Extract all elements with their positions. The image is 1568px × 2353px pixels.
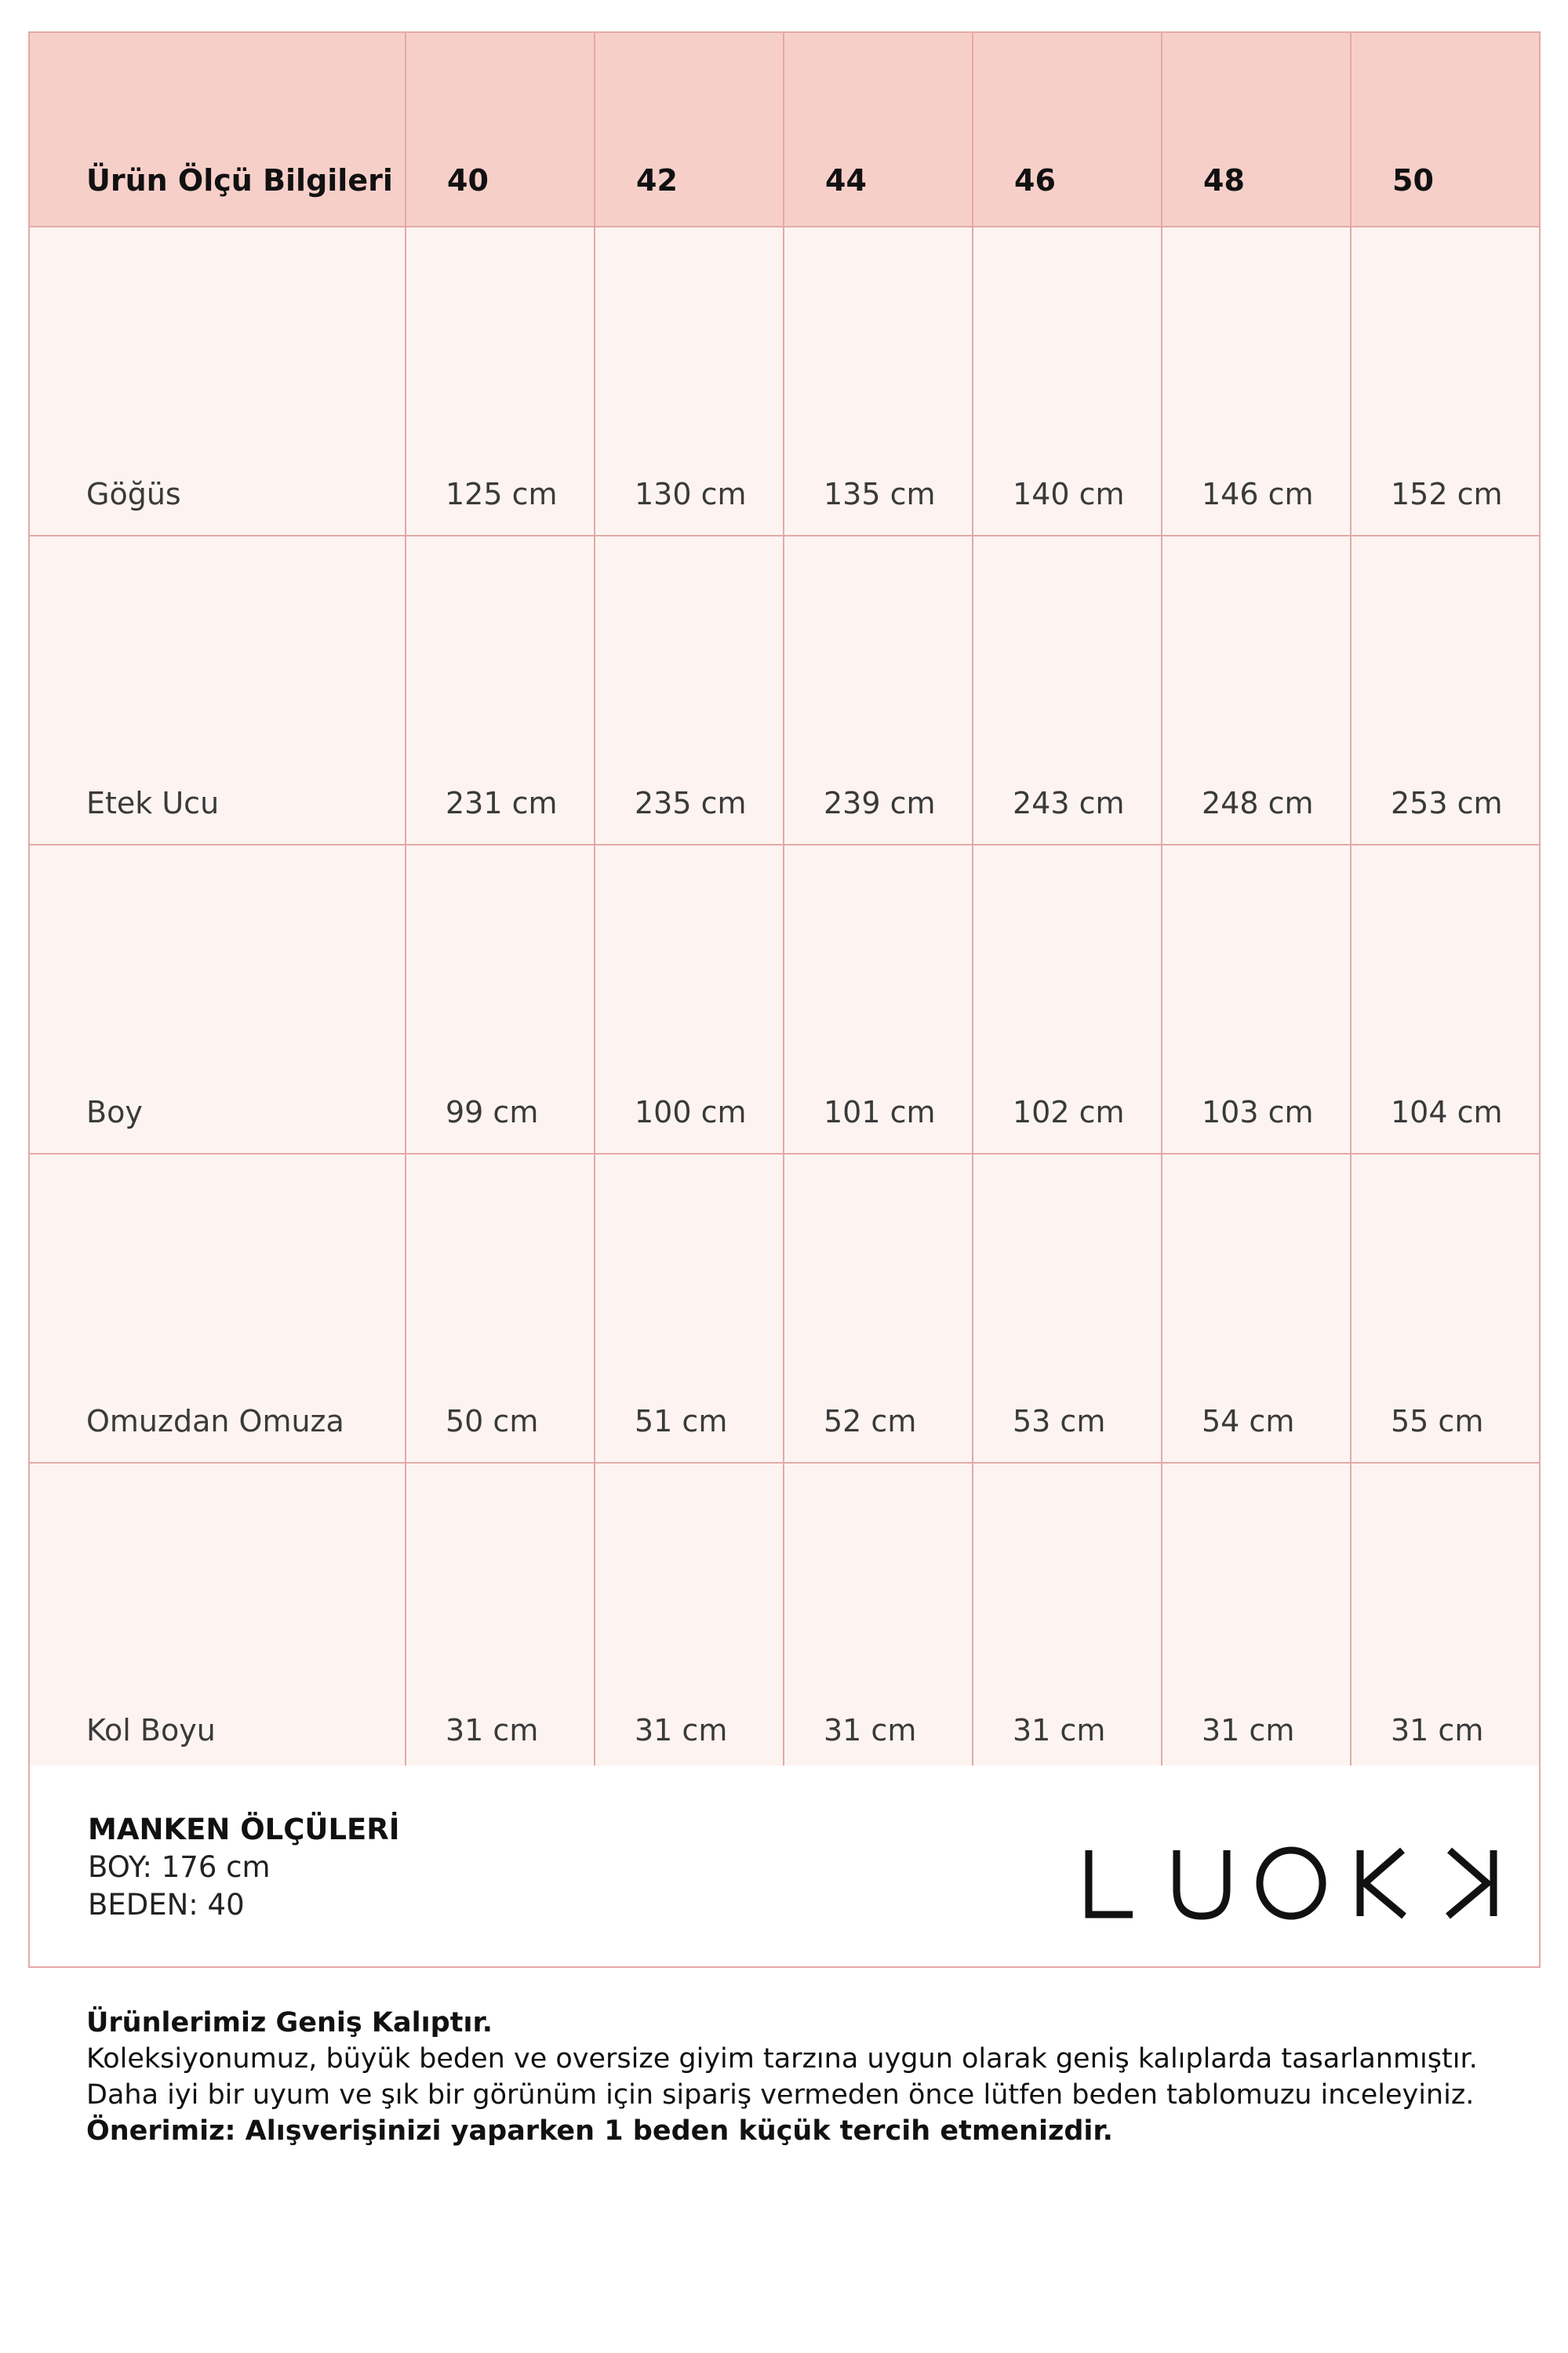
table-row-gogus — [29, 227, 1540, 536]
size-header-row — [29, 32, 1540, 227]
brand-logo — [1081, 1844, 1504, 1922]
table-cell: 140 cm — [973, 227, 1162, 536]
table-cell: 243 cm — [973, 536, 1162, 845]
model-size: BEDEN: 40 — [88, 1888, 245, 1922]
table-cell: 152 cm — [1351, 227, 1540, 536]
model-height: BOY: 176 cm — [88, 1850, 271, 1884]
model-measurements-box — [28, 1766, 1541, 1968]
table-row-etek-ucu — [29, 536, 1540, 845]
row-label: Kol Boyu — [29, 1463, 406, 1772]
table-cell: 31 cm — [406, 1463, 595, 1772]
table-cell: 31 cm — [973, 1463, 1162, 1772]
row-label: Boy — [29, 845, 406, 1154]
size-chart-table — [28, 31, 1541, 1773]
table-cell: 52 cm — [784, 1154, 973, 1463]
table-row-omuzdan-omuza — [29, 1154, 1540, 1463]
size-header-42: 42 — [595, 32, 784, 227]
table-cell: 125 cm — [406, 227, 595, 536]
table-cell: 103 cm — [1162, 845, 1351, 1154]
size-header-48: 48 — [1162, 32, 1351, 227]
size-header-46: 46 — [973, 32, 1162, 227]
model-title: MANKEN ÖLÇÜLERİ — [88, 1813, 400, 1846]
table-cell: 31 cm — [1351, 1463, 1540, 1772]
table-cell: 239 cm — [784, 536, 973, 845]
table-cell: 231 cm — [406, 536, 595, 845]
table-cell: 50 cm — [406, 1154, 595, 1463]
table-row-boy — [29, 845, 1540, 1154]
table-cell: 130 cm — [595, 227, 784, 536]
table-cell: 135 cm — [784, 227, 973, 536]
size-header-44: 44 — [784, 32, 973, 227]
table-cell: 104 cm — [1351, 845, 1540, 1154]
table-cell: 54 cm — [1162, 1154, 1351, 1463]
notes-line-1: Koleksiyonumuz, büyük beden ve oversize giyim tarzına uygun olarak geniş kalıplarda tasarlanmıştır. — [86, 2043, 1478, 2075]
table-cell: 248 cm — [1162, 536, 1351, 845]
notes-recommendation: Önerimiz: Alışverişinizi yaparken 1 beden küçük tercih etmenizdir. — [86, 2115, 1113, 2147]
table-cell: 235 cm — [595, 536, 784, 845]
size-header-50: 50 — [1351, 32, 1540, 227]
row-label: Etek Ucu — [29, 536, 406, 845]
table-cell: 253 cm — [1351, 536, 1540, 845]
table-cell: 31 cm — [784, 1463, 973, 1772]
table-cell: 102 cm — [973, 845, 1162, 1154]
table-cell: 101 cm — [784, 845, 973, 1154]
table-cell: 55 cm — [1351, 1154, 1540, 1463]
table-header-label: Ürün Ölçü Bilgileri — [29, 32, 406, 227]
table-cell: 146 cm — [1162, 227, 1351, 536]
size-header-40: 40 — [406, 32, 595, 227]
notes-heading: Ürünlerimiz Geniş Kalıptır. — [86, 2007, 493, 2038]
model-info — [88, 1811, 400, 1924]
table-cell: 99 cm — [406, 845, 595, 1154]
table-cell: 100 cm — [595, 845, 784, 1154]
notes-line-2: Daha iyi bir uyum ve şık bir görünüm için sipariş vermeden önce lütfen beden tablomuzu inceleyiniz. — [86, 2079, 1475, 2111]
table-row-kol-boyu — [29, 1463, 1540, 1772]
table-cell: 31 cm — [1162, 1463, 1351, 1772]
table-cell: 31 cm — [595, 1463, 784, 1772]
table-cell: 51 cm — [595, 1154, 784, 1463]
fit-notes — [86, 2005, 1530, 2149]
table-cell: 53 cm — [973, 1154, 1162, 1463]
row-label: Omuzdan Omuza — [29, 1154, 406, 1463]
row-label: Göğüs — [29, 227, 406, 536]
